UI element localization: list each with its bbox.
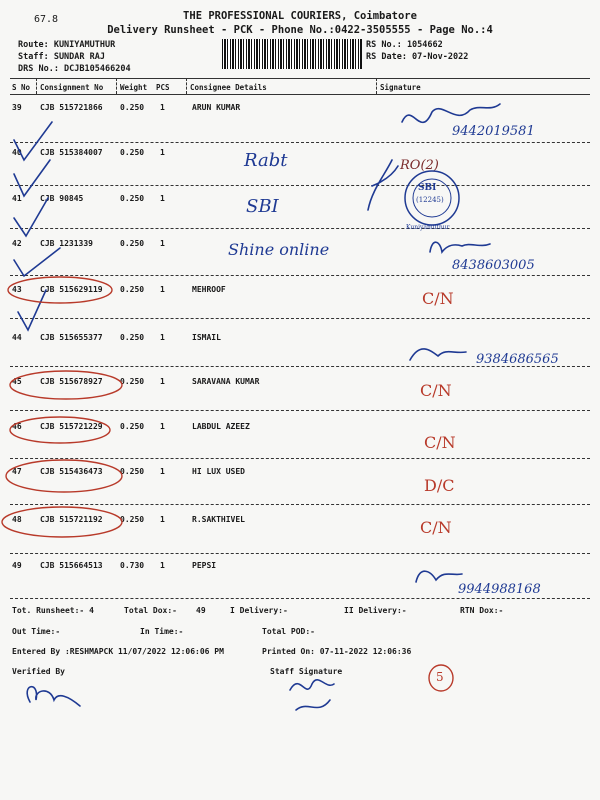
rs-number: RS No.: 1054662 — [366, 40, 443, 50]
route-label: Route: KUNIYAMUTHUR — [18, 40, 116, 50]
col-consignment: Consignment No — [40, 83, 104, 92]
pcs: 1 — [160, 239, 165, 248]
consignee: ARUN KUMAR — [192, 103, 241, 112]
weight: 0.250 — [120, 194, 145, 203]
total-pod: Total POD:- — [262, 627, 315, 636]
circled-number: 5 — [436, 670, 444, 684]
consignment-no: CJB 515436473 — [40, 467, 103, 476]
weight: 0.250 — [120, 148, 145, 157]
weight: 0.250 — [120, 377, 145, 386]
weight: 0.250 — [120, 285, 145, 294]
staff-signature: Staff Signature — [270, 667, 343, 676]
consignment-no: CJB 1231339 — [40, 239, 93, 248]
consignee: HI LUX USED — [192, 467, 245, 476]
stamp-code: (12245) — [416, 196, 444, 204]
consignee: PEPSI — [192, 561, 217, 570]
weight: 0.250 — [120, 422, 145, 431]
pcs: 1 — [160, 515, 165, 524]
sno: 42 — [12, 239, 22, 248]
pcs: 1 — [160, 103, 165, 112]
consignment-no: CJB 515721229 — [40, 422, 103, 431]
sno: 48 — [12, 515, 22, 524]
total-dox-label: Total Dox:- — [124, 606, 177, 615]
status-note: C/N — [424, 433, 456, 452]
stamp-branch: Kuniyamuthur — [406, 224, 450, 231]
consignment-no: CJB 515678927 — [40, 377, 103, 386]
col-consignee: Consignee Details — [190, 83, 267, 92]
i-delivery: I Delivery:- — [230, 606, 288, 615]
phone-note: 8438603005 — [452, 258, 535, 273]
pcs: 1 — [160, 467, 165, 476]
phone-note: 9442019581 — [452, 124, 535, 139]
pcs: 1 — [160, 194, 165, 203]
sno: 47 — [12, 467, 22, 476]
tot-runsheet: Tot. Runsheet:- 4 — [12, 606, 94, 615]
consignment-no: CJB 515384007 — [40, 148, 103, 157]
consignment-no: CJB 515721192 — [40, 515, 103, 524]
weight: 0.250 — [120, 239, 145, 248]
sig-note: RO(2) — [400, 158, 439, 173]
consignee: MEHROOF — [192, 285, 226, 294]
consignee: ISMAIL — [192, 333, 221, 342]
consignee: SARAVANA KUMAR — [192, 377, 260, 386]
runsheet-subtitle: Delivery Runsheet - PCK - Phone No.:0422-3505555 - Page No.:4 — [107, 24, 493, 36]
pcs: 1 — [160, 561, 165, 570]
sno: 45 — [12, 377, 22, 386]
weight: 0.250 — [120, 103, 145, 112]
corner-note: 67.8 — [34, 14, 59, 25]
col-signature: Signature — [380, 83, 421, 92]
status-note: D/C — [424, 476, 455, 495]
pcs: 1 — [160, 422, 165, 431]
sno: 40 — [12, 148, 22, 157]
sno: 39 — [12, 103, 22, 112]
weight: 0.250 — [120, 467, 145, 476]
pcs: 1 — [160, 285, 165, 294]
company-title: THE PROFESSIONAL COURIERS, Coimbatore — [183, 10, 417, 22]
consignment-no: CJB 515721866 — [40, 103, 103, 112]
staff-label: Staff: SUNDAR RAJ — [18, 52, 105, 62]
consignment-no: CJB 90845 — [40, 194, 84, 203]
handwritten-consignee: SBI — [246, 196, 279, 217]
ii-delivery: II Delivery:- — [344, 606, 407, 615]
consignment-no: CJB 515664513 — [40, 561, 103, 570]
pcs: 1 — [160, 377, 165, 386]
pcs: 1 — [160, 148, 165, 157]
verified-by: Verified By — [12, 667, 65, 676]
sno: 49 — [12, 561, 22, 570]
col-pcs: PCS — [156, 83, 170, 92]
consignment-no: CJB 515629119 — [40, 285, 103, 294]
rtn-dox: RTN Dox:- — [460, 606, 504, 615]
consignment-no: CJB 515655377 — [40, 333, 103, 342]
drs-number: DRS No.: DCJB105466204 — [18, 64, 131, 74]
total-dox-value: 49 — [196, 606, 206, 615]
entered-by: Entered By :RESHMAPCK 11/07/2022 12:06:06 PM — [12, 647, 224, 656]
consignee: LABDUL AZEEZ — [192, 422, 250, 431]
status-note: C/N — [422, 289, 454, 308]
status-note: C/N — [420, 518, 452, 537]
pcs: 1 — [160, 333, 165, 342]
status-note: C/N — [420, 381, 452, 400]
handwritten-consignee: Shine online — [228, 240, 330, 259]
sno: 41 — [12, 194, 22, 203]
stamp-bank: SBI — [418, 183, 437, 193]
weight: 0.250 — [120, 333, 145, 342]
rs-date: RS Date: 07-Nov-2022 — [366, 52, 469, 62]
out-time: Out Time:- — [12, 627, 61, 636]
col-sno: S No — [12, 83, 31, 92]
sno: 46 — [12, 422, 22, 431]
printed-on: Printed On: 07-11-2022 12:06:36 — [262, 647, 412, 656]
phone-note: 9944988168 — [458, 582, 541, 597]
weight: 0.250 — [120, 515, 145, 524]
col-weight: Weight — [120, 83, 148, 92]
phone-note: 9384686565 — [476, 352, 559, 367]
handwritten-consignee: Rabt — [244, 150, 288, 171]
sno: 43 — [12, 285, 22, 294]
in-time: In Time:- — [140, 627, 184, 636]
weight: 0.730 — [120, 561, 145, 570]
consignee: R.SAKTHIVEL — [192, 515, 245, 524]
sno: 44 — [12, 333, 22, 342]
